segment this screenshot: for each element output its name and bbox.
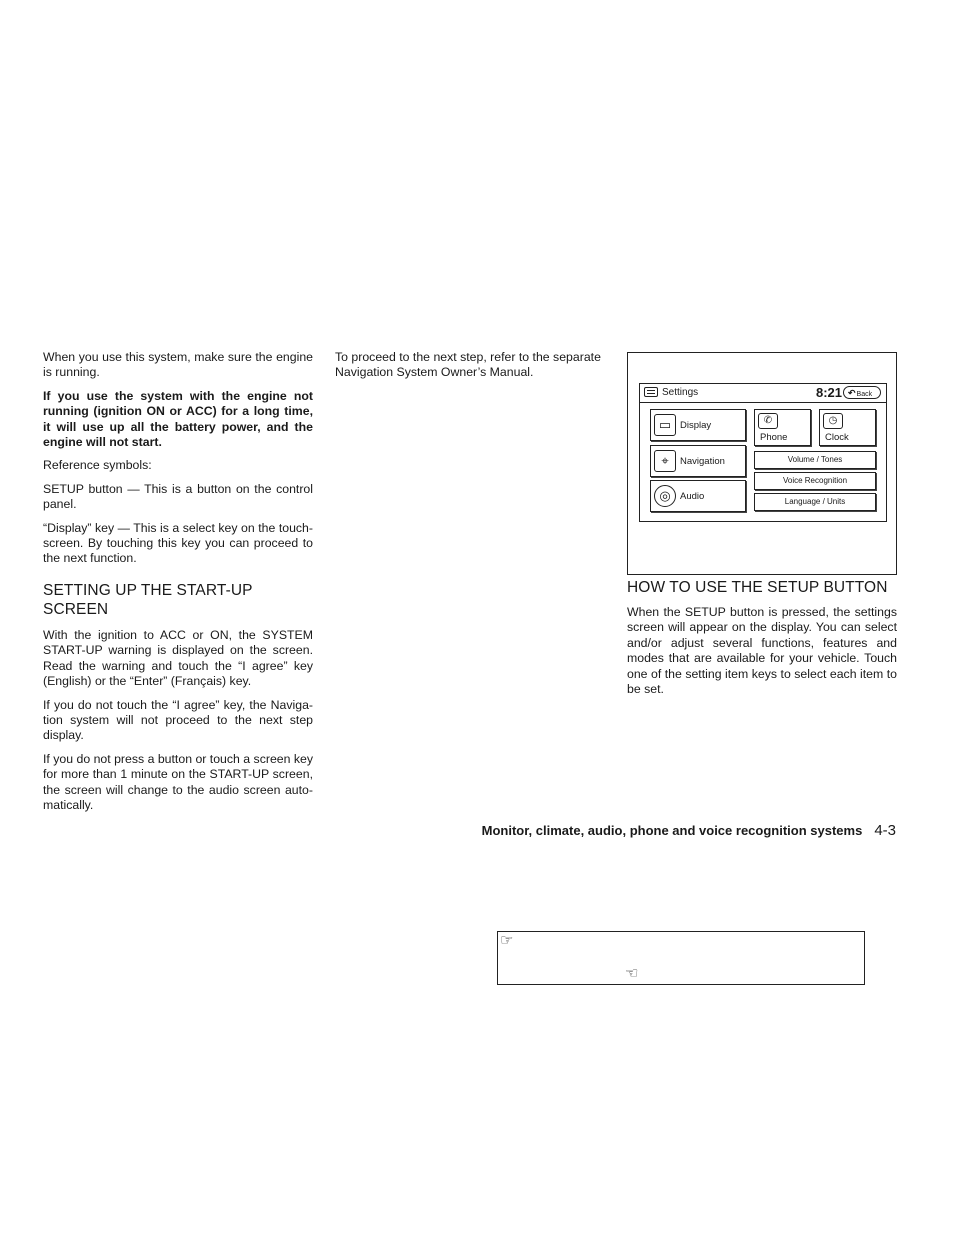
engine-running-note: When you use this system, make sure the engine is running. [43,350,313,380]
owners-manual-reference: To proceed to the next step, refer to the separate Navigation System Owner’s Manual. [335,350,601,380]
battery-warning: If you use the system with the engine not running (ignition ON or ACC) for a long time, it will use up all the battery power, and the engine will not start. [43,388,313,450]
volume-tones-key[interactable]: Volume / Tones [754,451,876,469]
clock-key-label: Clock [825,432,849,443]
right-column [627,578,897,705]
navigation-icon: ⌖ [654,450,676,472]
settings-screen [639,383,887,522]
audio-key[interactable] [650,480,746,512]
phone-key-label: Phone [760,432,788,443]
audio-disc-icon: ◎ [654,485,676,507]
setup-button-heading: HOW TO USE THE SETUP BUTTON [627,579,888,596]
audio-key-label: Audio [680,491,705,502]
page-footer [300,822,896,839]
back-button[interactable] [843,386,881,399]
settings-title: Settings [662,387,699,398]
navigation-key[interactable] [650,445,746,477]
timeout-paragraph: If you do not press a button or touch a screen key for more than 1 minute on the START-UP screen, the screen will change to the audio screen auto-matically. [43,751,314,812]
menu-icon [644,387,658,397]
pointing-hand-left-icon: ☜ [625,965,639,982]
settings-screen-figure [627,352,897,575]
language-units-key[interactable]: Language / Units [754,493,876,511]
middle-column [335,350,607,389]
page-number: 4-3 [874,822,896,839]
no-agree-paragraph: If you do not touch the “I agree” key, the Naviga-tion system will not proceed to the next step display. [43,697,313,743]
settings-top-bar [640,384,886,403]
back-label: Back [856,391,873,398]
pointing-hand-right-icon: ☞ [500,932,514,949]
phone-key[interactable] [754,409,811,446]
navigation-key-label: Navigation [680,456,725,467]
left-column [43,350,313,821]
startup-warning-paragraph: With the ignition to ACC or ON, the SYSTEM START-UP warning is displayed on the screen. Read the warning and touch the “I agree” key (English) or the “Enter” (Français) key. [43,627,313,689]
display-icon: ▭ [654,414,676,436]
section-title: Monitor, climate, audio, phone and voice recognition systems [481,823,863,838]
clock-key[interactable] [819,409,876,446]
setup-button-paragraph: When the SETUP button is pressed, the settings screen will appear on the display. You can select and/or adjust several functions, features and modes that are available for your vehicle. Touch one of the setting item keys to select each item to be set. [627,605,897,697]
setup-button-definition: SETUP button — This is a button on the control panel. [43,481,313,512]
phone-icon: ✆ [758,413,778,429]
voice-recognition-key[interactable]: Voice Recognition [754,472,876,490]
display-key-label: Display [680,420,712,431]
reference-box [497,931,865,985]
display-key[interactable] [650,409,746,441]
clock-icon: ◷ [823,413,843,429]
display-key-definition: “Display” key — This is a select key on the touch-screen. By touching this key you can proceed to the next function. [43,520,313,566]
reference-symbols-label: Reference symbols: [43,458,152,473]
clock-readout: 8:21 [816,385,843,400]
startup-screen-heading: SETTING UP THE START-UP SCREEN [43,581,253,618]
back-arrow-icon: ↶ [848,388,856,398]
